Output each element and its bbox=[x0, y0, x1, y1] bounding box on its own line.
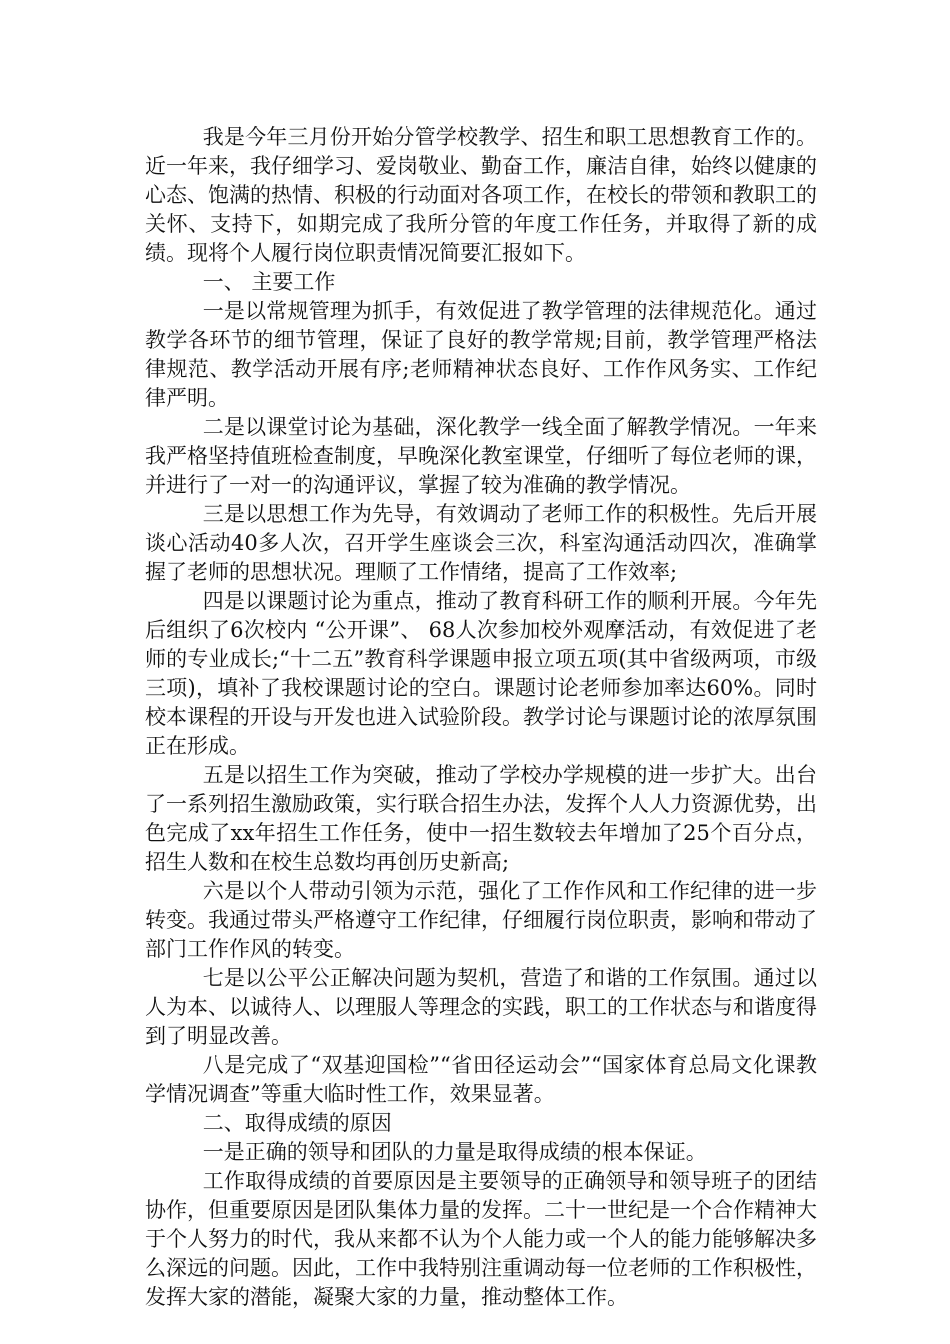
paragraph-item-4: 四是以课题讨论为重点，推动了教育科研工作的顺利开展。今年先后组织了6次校内 “公开课”、 68人次参加校外观摩活动，有效促进了老师的专业成长;“十二五”教育科学课题申报立项五项(其中省级两项，市级三项)，填补了我校课题讨论的空白。课题讨论老师参加率达60%。同时校本课程的开设与开发也进入试验阶段。教学讨论与课题讨论的浓厚氛围正在形成。 bbox=[145, 589, 817, 758]
paragraph-item-1: 一是以常规管理为抓手，有效促进了教学管理的法律规范化。通过教学各环节的细节管理，保证了良好的教学常规;目前，教学管理严格法律规范、教学活动开展有序;老师精神状态良好、工作作风务实、工作纪律严明。 bbox=[145, 299, 817, 410]
paragraph-item-7: 七是以公平公正解决问题为契机，营造了和谐的工作氛围。通过以人为本、以诚待人、以理服人等理念的实践，职工的工作状态与和谐度得到了明显改善。 bbox=[145, 966, 817, 1048]
paragraph-item-2: 二是以课堂讨论为基础，深化教学一线全面了解教学情况。一年来我严格坚持值班检查制度，早晚深化教室课堂，仔细听了每位老师的课，并进行了一对一的沟通评议，掌握了较为准确的教学情况。 bbox=[145, 415, 817, 497]
paragraph-item-3: 三是以思想工作为先导，有效调动了老师工作的积极性。先后开展谈心活动40多人次，召开学生座谈会三次，科室沟通活动四次，准确掌握了老师的思想状况。理顺了工作情绪，提高了工作效率; bbox=[145, 502, 817, 584]
paragraph-item-6: 六是以个人带动引领为示范，强化了工作作风和工作纪律的进一步转变。我通过带头严格遵守工作纪律，仔细履行岗位职责，影响和带动了部门工作作风的转变。 bbox=[145, 879, 817, 961]
paragraph-intro: 我是今年三月份开始分管学校教学、招生和职工思想教育工作的。近一年来，我仔细学习、爱岗敬业、勤奋工作，廉洁自律，始终以健康的心态、饱满的热情、积极的行动面对各项工作，在校长的带领和教职工的关怀、支持下，如期完成了我所分管的年度工作任务，并取得了新的成绩。现将个人履行岗位职责情况简要汇报如下。 bbox=[145, 125, 817, 265]
document-body bbox=[145, 123, 817, 1312]
paragraph-item-5: 五是以招生工作为突破，推动了学校办学规模的进一步扩大。出台了一系列招生激励政策，实行联合招生办法，发挥个人人力资源优势，出色完成了xx年招生工作任务，使中一招生数较去年增加了25个百分点，招生人数和在校生总数均再创历史新高; bbox=[145, 763, 817, 874]
paragraph-reason-1: 一是正确的领导和团队的力量是取得成绩的根本保证。 bbox=[202, 1140, 707, 1164]
paragraph-reason-detail: 工作取得成绩的首要原因是主要领导的正确领导和领导班子的团结协作，但重要原因是团队集体力量的发挥。二十一世纪是一个合作精神大于个人努力的时代，我从来都不认为个人能力或一个人的能力能够解决多么深远的问题。因此，工作中我特别注重调动每一位老师的工作积极性，发挥大家的潜能，凝聚大家的力量，推动整体工作。 bbox=[145, 1169, 817, 1309]
section-heading-reasons: 二、取得成绩的原因 bbox=[202, 1111, 392, 1135]
section-heading-main-work: 一、 主要工作 bbox=[202, 270, 336, 294]
paragraph-item-8: 八是完成了“双基迎国检”“省田径运动会”“国家体育总局文化课教学情况调查”等重大临时性工作，效果显著。 bbox=[145, 1053, 817, 1106]
